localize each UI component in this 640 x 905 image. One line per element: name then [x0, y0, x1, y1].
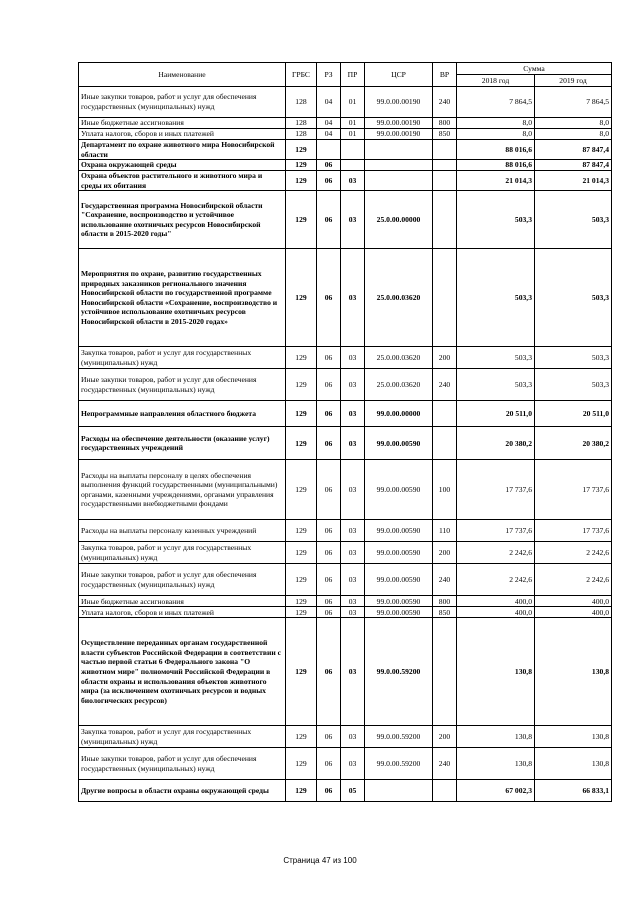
cell-name: Иные закупки товаров, работ и услуг для обеспечения государственных (муниципальных) нужд	[79, 748, 286, 780]
table-row	[79, 87, 612, 118]
cell-name: Закупка товаров, работ и услуг для государственных (муниципальных) нужд	[79, 347, 286, 369]
cell-vr: 800	[433, 596, 457, 607]
cell-name: Департамент по охране животного мира Новосибирской области	[79, 140, 286, 160]
cell-rz: 06	[317, 427, 341, 460]
cell-sum-2018: 88 016,6	[457, 140, 535, 160]
cell-grbs: 129	[286, 347, 317, 369]
cell-csr	[365, 171, 433, 191]
table-row	[79, 249, 612, 347]
cell-pr: 03	[341, 748, 365, 780]
table-row	[79, 618, 612, 726]
header-2018: 2018 год	[457, 75, 535, 87]
table-row	[79, 780, 612, 802]
cell-grbs: 129	[286, 369, 317, 401]
header-2019: 2019 год	[535, 75, 612, 87]
cell-name: Уплата налогов, сборов и иных платежей	[79, 129, 286, 140]
cell-rz: 06	[317, 171, 341, 191]
cell-sum-2019: 130,8	[535, 748, 612, 780]
cell-pr: 03	[341, 460, 365, 520]
cell-pr: 01	[341, 129, 365, 140]
cell-vr	[433, 401, 457, 427]
cell-vr: 200	[433, 726, 457, 748]
cell-sum-2018: 130,8	[457, 726, 535, 748]
header-sum: Сумма	[457, 63, 612, 75]
cell-sum-2019: 8,0	[535, 118, 612, 129]
cell-rz: 04	[317, 87, 341, 118]
cell-csr: 99.0.00.59200	[365, 748, 433, 780]
cell-grbs: 129	[286, 427, 317, 460]
cell-grbs: 129	[286, 460, 317, 520]
cell-rz	[317, 140, 341, 160]
cell-sum-2019: 503,3	[535, 191, 612, 249]
cell-rz: 06	[317, 596, 341, 607]
header-vr: ВР	[433, 63, 457, 87]
cell-pr	[341, 160, 365, 171]
table-row	[79, 401, 612, 427]
cell-vr: 240	[433, 369, 457, 401]
cell-pr: 03	[341, 607, 365, 618]
table-row	[79, 140, 612, 160]
cell-rz: 06	[317, 160, 341, 171]
cell-name: Охрана окружающей среды	[79, 160, 286, 171]
cell-name: Иные бюджетные ассигнования	[79, 596, 286, 607]
cell-sum-2018: 400,0	[457, 607, 535, 618]
cell-grbs: 128	[286, 118, 317, 129]
cell-sum-2019: 7 864,5	[535, 87, 612, 118]
cell-pr: 03	[341, 564, 365, 596]
cell-pr: 05	[341, 780, 365, 802]
cell-rz: 06	[317, 520, 341, 542]
header-name: Наименование	[79, 63, 286, 87]
cell-rz: 06	[317, 607, 341, 618]
cell-pr: 01	[341, 118, 365, 129]
cell-name: Непрограммные направления областного бюджета	[79, 401, 286, 427]
table-row	[79, 726, 612, 748]
cell-pr: 03	[341, 191, 365, 249]
cell-sum-2018: 17 737,6	[457, 460, 535, 520]
cell-sum-2018: 130,8	[457, 618, 535, 726]
cell-vr	[433, 140, 457, 160]
cell-sum-2019: 130,8	[535, 726, 612, 748]
table-row	[79, 748, 612, 780]
cell-sum-2018: 20 380,2	[457, 427, 535, 460]
header-pr: ПР	[341, 63, 365, 87]
header-csr: ЦСР	[365, 63, 433, 87]
header-grbs: ГРБС	[286, 63, 317, 87]
cell-vr	[433, 249, 457, 347]
cell-csr	[365, 160, 433, 171]
cell-sum-2018: 503,3	[457, 191, 535, 249]
cell-csr: 99.0.00.59200	[365, 618, 433, 726]
cell-name: Охрана объектов растительного и животного мира и среды их обитания	[79, 171, 286, 191]
cell-sum-2019: 503,3	[535, 369, 612, 401]
cell-name: Иные закупки товаров, работ и услуг для обеспечения государственных (муниципальных) нужд	[79, 369, 286, 401]
cell-sum-2018: 8,0	[457, 129, 535, 140]
cell-pr: 03	[341, 542, 365, 564]
cell-rz: 06	[317, 369, 341, 401]
cell-sum-2018: 503,3	[457, 369, 535, 401]
cell-csr: 25.0.00.03620	[365, 347, 433, 369]
cell-csr: 99.0.00.00000	[365, 401, 433, 427]
cell-pr: 03	[341, 520, 365, 542]
cell-name: Расходы на обеспечение деятельности (оказание услуг) государственных учреждений	[79, 427, 286, 460]
cell-vr: 850	[433, 607, 457, 618]
table-row	[79, 118, 612, 129]
cell-pr: 01	[341, 87, 365, 118]
cell-sum-2018: 130,8	[457, 748, 535, 780]
cell-vr	[433, 427, 457, 460]
cell-csr: 99.0.00.00590	[365, 542, 433, 564]
cell-grbs: 129	[286, 140, 317, 160]
cell-sum-2019: 87 847,4	[535, 140, 612, 160]
cell-sum-2019: 17 737,6	[535, 460, 612, 520]
cell-sum-2019: 8,0	[535, 129, 612, 140]
cell-rz: 06	[317, 780, 341, 802]
cell-pr: 03	[341, 427, 365, 460]
cell-pr: 03	[341, 347, 365, 369]
cell-csr	[365, 780, 433, 802]
cell-sum-2019: 20 380,2	[535, 427, 612, 460]
cell-rz: 04	[317, 129, 341, 140]
cell-grbs: 129	[286, 780, 317, 802]
cell-rz: 06	[317, 542, 341, 564]
cell-grbs: 129	[286, 596, 317, 607]
cell-sum-2019: 2 242,6	[535, 564, 612, 596]
cell-name: Мероприятия по охране, развитию государственных природных заказников регионального значения Новосибирской области по государственной программе Новосибирской области «Сохранение, воспроизводство и устойчивое использование охотничьих ресурсов Новосибирской области в 2015-2020 годах»	[79, 249, 286, 347]
cell-sum-2018: 21 014,3	[457, 171, 535, 191]
table-row	[79, 191, 612, 249]
cell-sum-2019: 17 737,6	[535, 520, 612, 542]
cell-csr: 99.0.00.00590	[365, 596, 433, 607]
cell-sum-2018: 20 511,0	[457, 401, 535, 427]
table-body	[79, 87, 612, 802]
cell-sum-2019: 21 014,3	[535, 171, 612, 191]
cell-sum-2019: 20 511,0	[535, 401, 612, 427]
cell-vr: 850	[433, 129, 457, 140]
cell-rz: 06	[317, 347, 341, 369]
cell-grbs: 129	[286, 607, 317, 618]
table-row	[79, 596, 612, 607]
cell-grbs: 129	[286, 191, 317, 249]
cell-grbs: 129	[286, 160, 317, 171]
cell-pr: 03	[341, 249, 365, 347]
cell-name: Государственная программа Новосибирской области "Сохранение, воспроизводство и устойчивое использование охотничьих ресурсов Новосибирской области в 2015-2020 годы"	[79, 191, 286, 249]
cell-pr	[341, 140, 365, 160]
cell-csr: 25.0.00.03620	[365, 369, 433, 401]
table-row	[79, 460, 612, 520]
cell-sum-2018: 503,3	[457, 249, 535, 347]
cell-name: Иные закупки товаров, работ и услуг для обеспечения государственных (муниципальных) нужд	[79, 564, 286, 596]
cell-grbs: 129	[286, 542, 317, 564]
cell-grbs: 129	[286, 748, 317, 780]
cell-rz: 04	[317, 118, 341, 129]
cell-sum-2019: 2 242,6	[535, 542, 612, 564]
cell-rz: 06	[317, 460, 341, 520]
cell-name: Иные закупки товаров, работ и услуг для обеспечения государственных (муниципальных) нужд	[79, 87, 286, 118]
table-row	[79, 564, 612, 596]
cell-sum-2019: 503,3	[535, 347, 612, 369]
cell-vr: 110	[433, 520, 457, 542]
table-row	[79, 520, 612, 542]
cell-pr: 03	[341, 596, 365, 607]
cell-sum-2019: 400,0	[535, 607, 612, 618]
cell-vr: 240	[433, 87, 457, 118]
cell-csr: 99.0.00.00190	[365, 129, 433, 140]
cell-csr: 99.0.00.00590	[365, 520, 433, 542]
table-row	[79, 542, 612, 564]
cell-vr: 200	[433, 542, 457, 564]
cell-sum-2018: 2 242,6	[457, 564, 535, 596]
cell-vr	[433, 160, 457, 171]
table-row	[79, 171, 612, 191]
cell-sum-2018: 503,3	[457, 347, 535, 369]
cell-grbs: 129	[286, 171, 317, 191]
cell-csr: 99.0.00.00190	[365, 118, 433, 129]
cell-vr: 800	[433, 118, 457, 129]
cell-name: Расходы на выплаты персоналу казенных учреждений	[79, 520, 286, 542]
cell-pr: 03	[341, 369, 365, 401]
table-row	[79, 129, 612, 140]
cell-vr	[433, 171, 457, 191]
cell-grbs: 129	[286, 401, 317, 427]
cell-vr	[433, 780, 457, 802]
cell-pr: 03	[341, 726, 365, 748]
header-rz: РЗ	[317, 63, 341, 87]
table-header	[79, 63, 612, 87]
cell-pr: 03	[341, 618, 365, 726]
cell-sum-2018: 67 002,3	[457, 780, 535, 802]
cell-grbs: 129	[286, 564, 317, 596]
cell-pr: 03	[341, 401, 365, 427]
cell-rz: 06	[317, 191, 341, 249]
cell-rz: 06	[317, 748, 341, 780]
cell-vr: 100	[433, 460, 457, 520]
cell-sum-2018: 2 242,6	[457, 542, 535, 564]
table-row	[79, 347, 612, 369]
cell-sum-2019: 130,8	[535, 618, 612, 726]
table-row	[79, 160, 612, 171]
cell-csr: 25.0.00.03620	[365, 249, 433, 347]
cell-name: Уплата налогов, сборов и иных платежей	[79, 607, 286, 618]
cell-vr: 240	[433, 564, 457, 596]
cell-csr: 99.0.00.59200	[365, 726, 433, 748]
cell-rz: 06	[317, 249, 341, 347]
cell-sum-2018: 7 864,5	[457, 87, 535, 118]
cell-sum-2019: 87 847,4	[535, 160, 612, 171]
cell-grbs: 129	[286, 726, 317, 748]
cell-csr: 25.0.00.00000	[365, 191, 433, 249]
cell-rz: 06	[317, 564, 341, 596]
cell-grbs: 128	[286, 129, 317, 140]
cell-vr: 200	[433, 347, 457, 369]
cell-sum-2019: 503,3	[535, 249, 612, 347]
page-footer: Страница 47 из 100	[283, 856, 357, 865]
cell-name: Закупка товаров, работ и услуг для государственных (муниципальных) нужд	[79, 726, 286, 748]
cell-vr: 240	[433, 748, 457, 780]
cell-sum-2018: 8,0	[457, 118, 535, 129]
cell-csr: 99.0.00.00590	[365, 460, 433, 520]
cell-name: Иные бюджетные ассигнования	[79, 118, 286, 129]
cell-name: Другие вопросы в области охраны окружающей среды	[79, 780, 286, 802]
cell-grbs: 128	[286, 87, 317, 118]
cell-csr: 99.0.00.00590	[365, 564, 433, 596]
cell-csr	[365, 140, 433, 160]
budget-table	[78, 62, 612, 802]
cell-csr: 99.0.00.00590	[365, 607, 433, 618]
cell-name: Осуществление переданных органам государственной власти субъектов Российской Федерации в соответствии с частью первой статьи 6 Федерального закона "О животном мире" полномочий Российской Федерации в области охраны и использования объектов животного мира (за исключением охотничьих ресурсов и водных биологических ресурсов)	[79, 618, 286, 726]
cell-csr: 99.0.00.00590	[365, 427, 433, 460]
cell-grbs: 129	[286, 520, 317, 542]
table-row	[79, 427, 612, 460]
cell-sum-2019: 66 833,1	[535, 780, 612, 802]
cell-rz: 06	[317, 618, 341, 726]
cell-rz: 06	[317, 401, 341, 427]
table-row	[79, 369, 612, 401]
table-row	[79, 607, 612, 618]
cell-grbs: 129	[286, 249, 317, 347]
cell-sum-2018: 17 737,6	[457, 520, 535, 542]
cell-rz: 06	[317, 726, 341, 748]
cell-name: Расходы на выплаты персоналу в целях обеспечения выполнения функций государственными (муниципальными) органами, казенными учреждениями, органами управления государственными внебюджетными фондами	[79, 460, 286, 520]
cell-grbs: 129	[286, 618, 317, 726]
cell-vr	[433, 618, 457, 726]
cell-csr: 99.0.00.00190	[365, 87, 433, 118]
cell-pr: 03	[341, 171, 365, 191]
cell-sum-2018: 400,0	[457, 596, 535, 607]
cell-name: Закупка товаров, работ и услуг для государственных (муниципальных) нужд	[79, 542, 286, 564]
cell-sum-2018: 88 016,6	[457, 160, 535, 171]
cell-vr	[433, 191, 457, 249]
cell-sum-2019: 400,0	[535, 596, 612, 607]
